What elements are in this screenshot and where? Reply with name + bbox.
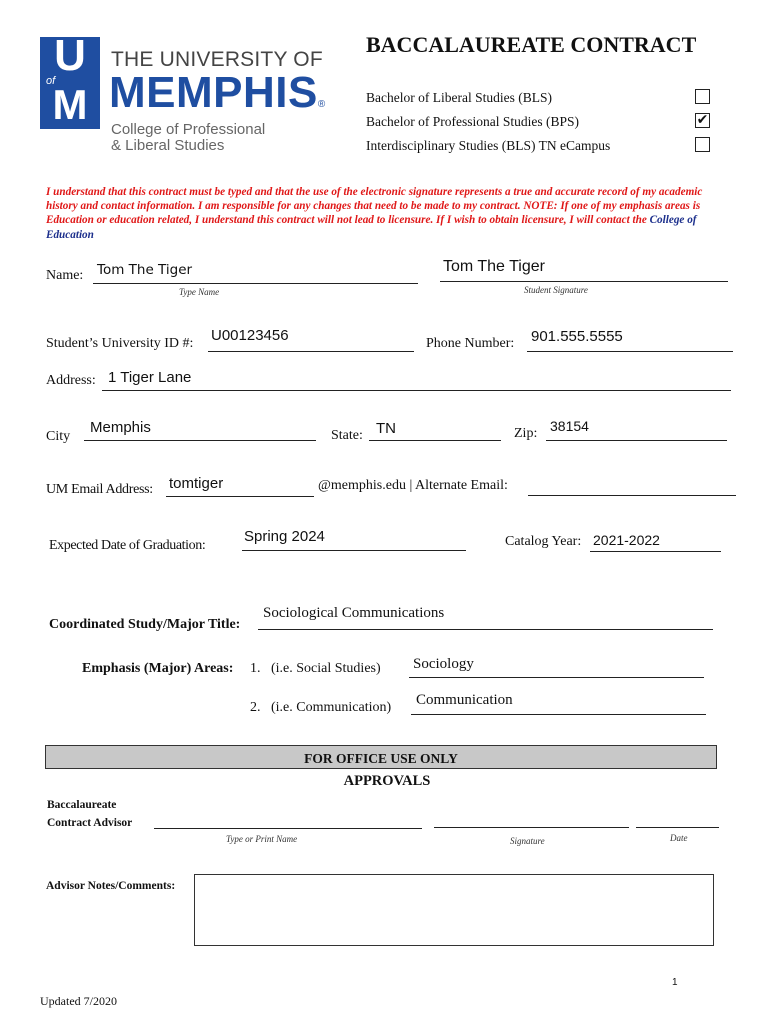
phone-underline bbox=[527, 351, 733, 352]
program-checkbox-bls[interactable] bbox=[695, 89, 710, 104]
graduation-date-underline bbox=[242, 550, 466, 551]
name-underline bbox=[93, 283, 418, 284]
office-use-title: FOR OFFICE USE ONLY bbox=[304, 751, 458, 766]
emphasis-2-underline bbox=[411, 714, 706, 715]
advisor-notes-box[interactable] bbox=[194, 874, 714, 946]
major-title-underline bbox=[258, 629, 713, 630]
major-title-input[interactable]: Sociological Communications bbox=[263, 605, 445, 621]
logo-memphis-text: MEMPHIS bbox=[109, 68, 318, 117]
program-checkbox-tn-ecampus[interactable] bbox=[695, 137, 710, 152]
emphasis-2-input[interactable]: Communication bbox=[416, 692, 513, 708]
notice-text: I understand that this contract must be typed and that the use of the electronic signature represents a true and accurate record of my academic history and contact information. I am responsible for any changes that need to be made to my contract. NOTE: If one of my emphasis areas is Education or education related, I understand this contract will not lead to licensure. If I wish to obtain licensure, I will contact the bbox=[46, 186, 703, 227]
um-logo-mark bbox=[40, 31, 100, 129]
emphasis-1-input[interactable]: Sociology bbox=[413, 656, 474, 672]
email-domain-and-alternate-label: @memphis.edu | Alternate Email: bbox=[318, 478, 508, 493]
logo-line-university: THE UNIVERSITY OF bbox=[111, 48, 323, 71]
major-title-label: Coordinated Study/Major Title: bbox=[49, 617, 241, 632]
program-checkbox-bps[interactable]: ✔ bbox=[696, 112, 709, 128]
zip-input[interactable]: 38154 bbox=[550, 418, 589, 434]
name-label: Name: bbox=[46, 268, 84, 283]
advisor-notes-label: Advisor Notes/Comments: bbox=[46, 880, 176, 892]
catalog-year-input[interactable]: 2021-2022 bbox=[593, 532, 660, 548]
college-of-education-link[interactable]: College of Education bbox=[46, 214, 697, 241]
approvals-title: APPROVALS bbox=[343, 773, 431, 789]
alternate-email-underline bbox=[528, 495, 736, 496]
catalog-year-underline bbox=[590, 551, 721, 552]
state-label: State: bbox=[331, 428, 363, 443]
advisor-label-line1: Baccalaureate bbox=[47, 799, 117, 811]
logo-u-letter: U bbox=[54, 31, 86, 80]
emphasis-2-number: 2. bbox=[250, 700, 261, 715]
advisor-signature-caption: Signature bbox=[510, 836, 545, 846]
registered-mark: ® bbox=[317, 99, 326, 110]
um-email-input[interactable]: tomtiger bbox=[169, 475, 224, 492]
phone-label: Phone Number: bbox=[426, 336, 515, 351]
logo-m-letter: M bbox=[52, 81, 88, 128]
phone-input[interactable]: 901.555.5555 bbox=[531, 328, 623, 345]
city-label: City bbox=[46, 429, 71, 444]
zip-label: Zip: bbox=[514, 426, 538, 441]
page-number: 1 bbox=[672, 977, 678, 988]
um-email-underline bbox=[166, 496, 314, 497]
logo-of-text: of bbox=[46, 75, 56, 87]
state-underline bbox=[369, 440, 501, 441]
graduation-date-label: Expected Date of Graduation: bbox=[49, 538, 206, 553]
type-or-print-name-caption: Type or Print Name bbox=[226, 834, 298, 844]
zip-underline bbox=[546, 440, 727, 441]
university-logo bbox=[40, 31, 340, 157]
type-name-caption: Type Name bbox=[179, 287, 220, 297]
um-email-label: UM Email Address: bbox=[46, 482, 153, 497]
city-input[interactable]: Memphis bbox=[90, 419, 151, 436]
emphasis-label: Emphasis (Major) Areas: bbox=[82, 661, 234, 676]
catalog-year-label: Catalog Year: bbox=[505, 534, 582, 549]
contract-notice bbox=[46, 185, 726, 242]
logo-line-memphis bbox=[109, 69, 326, 129]
emphasis-2-hint: (i.e. Communication) bbox=[271, 700, 392, 715]
logo-line-college: College of Professional bbox=[111, 121, 266, 138]
emphasis-1-underline bbox=[409, 677, 704, 678]
address-label: Address: bbox=[46, 373, 96, 388]
university-id-label: Student’s University ID #: bbox=[46, 336, 194, 351]
state-input[interactable]: TN bbox=[376, 420, 396, 437]
advisor-date-underline[interactable] bbox=[636, 827, 719, 828]
student-signature-caption: Student Signature bbox=[524, 285, 588, 295]
advisor-name-underline[interactable] bbox=[154, 828, 422, 829]
program-label-bps: Bachelor of Professional Studies (BPS) bbox=[366, 114, 579, 129]
address-underline bbox=[102, 390, 731, 391]
updated-date: Updated 7/2020 bbox=[40, 994, 117, 1008]
page-title: BACCALAUREATE CONTRACT bbox=[366, 32, 697, 57]
address-input[interactable]: 1 Tiger Lane bbox=[108, 369, 192, 386]
graduation-date-input[interactable]: Spring 2024 bbox=[244, 528, 325, 545]
signature-input[interactable]: Tom The Tiger bbox=[443, 258, 545, 275]
university-id-input[interactable]: U00123456 bbox=[211, 327, 289, 344]
advisor-signature-underline[interactable] bbox=[434, 827, 629, 828]
emphasis-1-hint: (i.e. Social Studies) bbox=[271, 661, 381, 676]
advisor-date-caption: Date bbox=[670, 833, 688, 843]
university-id-underline bbox=[208, 351, 414, 352]
advisor-label-line2: Contract Advisor bbox=[47, 817, 133, 829]
signature-underline bbox=[440, 281, 728, 282]
name-input[interactable]: Tom The Tiger bbox=[97, 262, 193, 278]
program-label-tn-ecampus: Interdisciplinary Studies (BLS) TN eCampus bbox=[366, 138, 611, 153]
city-underline bbox=[84, 440, 316, 441]
logo-line-liberal: & Liberal Studies bbox=[111, 137, 225, 154]
program-label-bls: Bachelor of Liberal Studies (BLS) bbox=[366, 90, 552, 105]
emphasis-1-number: 1. bbox=[250, 661, 261, 676]
